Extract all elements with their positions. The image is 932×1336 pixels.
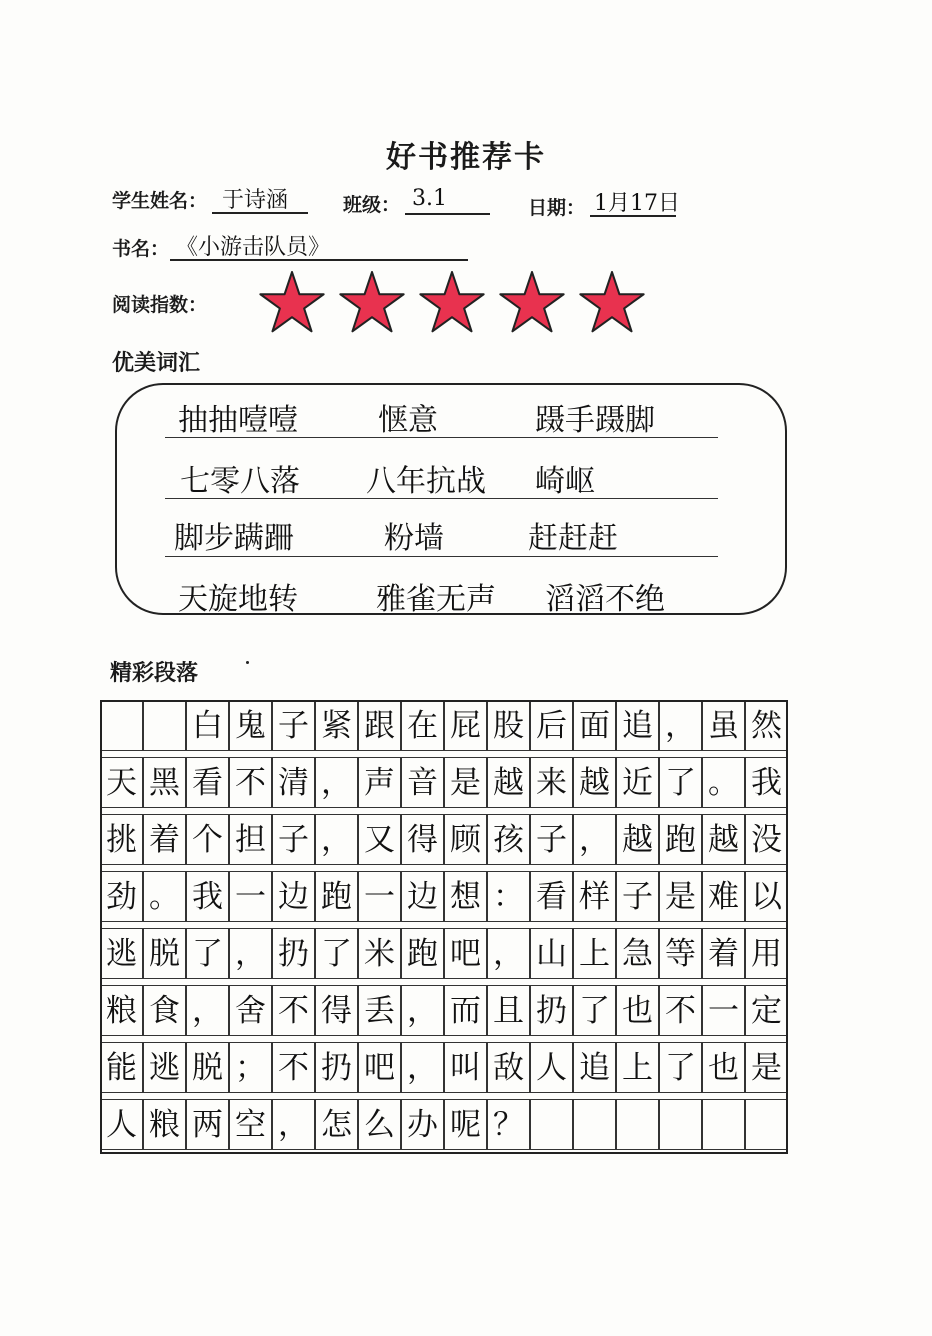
passage-cell — [573, 1099, 616, 1150]
vocabulary-word: 七零八落 — [180, 464, 300, 499]
passage-cell: 边 — [401, 871, 444, 922]
student-name-label: 学生姓名： — [112, 190, 208, 212]
passage-cell: 食 — [143, 985, 186, 1036]
passage-cell: ， — [573, 814, 616, 865]
passage-cell: 扔 — [315, 1042, 358, 1093]
passage-cell: 在 — [401, 700, 444, 751]
date-label: 日期： — [528, 197, 586, 219]
passage-cell: 近 — [616, 757, 659, 808]
passage-cell: 人 — [530, 1042, 573, 1093]
passage-cell: 吧 — [358, 1042, 401, 1093]
passage-cell: 山 — [530, 928, 573, 979]
passage-cell: 急 — [616, 928, 659, 979]
book-name-value: 《小游击队员》 — [176, 235, 331, 260]
passage-cell: 扔 — [530, 985, 573, 1036]
reading-index-stars — [258, 270, 658, 334]
vocabulary-word: 雅雀无声 — [376, 582, 496, 617]
passage-cell: 顾 — [444, 814, 487, 865]
passage-cell: 不 — [229, 757, 272, 808]
passage-cell: 跑 — [401, 928, 444, 979]
passage-cell: 敌 — [487, 1042, 530, 1093]
passage-cell: 清 — [272, 757, 315, 808]
passage-cell: 逃 — [143, 1042, 186, 1093]
passage-cell: 挑 — [100, 814, 143, 865]
passage-cell: 声 — [358, 757, 401, 808]
vocabulary-label: 优美词汇 — [112, 351, 201, 376]
passage-cell: 白 — [186, 700, 229, 751]
passage-cell: 粮 — [143, 1099, 186, 1150]
passage-cell: 个 — [186, 814, 229, 865]
passage-cell: 面 — [573, 700, 616, 751]
passage-cell: 上 — [573, 928, 616, 979]
passage-cell: 后 — [530, 700, 573, 751]
star-icon — [258, 270, 326, 334]
vocabulary-word: 赶赶赶 — [528, 521, 618, 556]
passage-cell: 了 — [659, 757, 702, 808]
book-name-line — [170, 259, 468, 261]
passage-cell: 得 — [401, 814, 444, 865]
passage-cell: 定 — [745, 985, 788, 1036]
passage-cell: 且 — [487, 985, 530, 1036]
passage-cell: ， — [487, 928, 530, 979]
passage-cell: 办 — [401, 1099, 444, 1150]
star-icon — [498, 270, 566, 334]
class-label: 班级： — [343, 194, 401, 216]
passage-cell: 能 — [100, 1042, 143, 1093]
star-icon — [338, 270, 406, 334]
passage-cell: 一 — [229, 871, 272, 922]
passage-cell: 得 — [315, 985, 358, 1036]
passage-cell: 又 — [358, 814, 401, 865]
passage-cell: 等 — [659, 928, 702, 979]
vocabulary-word: 八年抗战 — [366, 464, 486, 499]
book-name-label: 书名： — [112, 238, 170, 260]
passage-cell: 是 — [745, 1042, 788, 1093]
passage-cell — [616, 1099, 659, 1150]
passage-cell: 子 — [272, 700, 315, 751]
vocabulary-word: 脚步蹒跚 — [174, 521, 294, 556]
passage-cell: 空 — [229, 1099, 272, 1150]
passage-cell: 然 — [745, 700, 788, 751]
reading-index-label: 阅读指数： — [112, 294, 208, 316]
passage-cell: ； — [229, 1042, 272, 1093]
passage-cell: 股 — [487, 700, 530, 751]
passage-cell: 样 — [573, 871, 616, 922]
passage-cell: 也 — [702, 1042, 745, 1093]
passage-cell: 看 — [530, 871, 573, 922]
passage-cell: 担 — [229, 814, 272, 865]
passage-cell: 米 — [358, 928, 401, 979]
passage-cell: ， — [401, 1042, 444, 1093]
passage-cell: 跑 — [315, 871, 358, 922]
passage-cell: 一 — [702, 985, 745, 1036]
passage-cell: 着 — [702, 928, 745, 979]
passage-cell: 我 — [186, 871, 229, 922]
passage-cell: 脱 — [186, 1042, 229, 1093]
passage-cell: 了 — [659, 1042, 702, 1093]
passage-cell: 叫 — [444, 1042, 487, 1093]
vocabulary-word: 滔滔不绝 — [545, 582, 665, 617]
passage-cell: 越 — [702, 814, 745, 865]
vocabulary-word: 崎岖 — [535, 464, 595, 499]
passage-cell: 用 — [745, 928, 788, 979]
passage-cell: 了 — [573, 985, 616, 1036]
passage-cell: 着 — [143, 814, 186, 865]
ink-dot — [246, 661, 249, 664]
passage-cell: 追 — [616, 700, 659, 751]
vocabulary-word: 抽抽噎噎 — [178, 403, 298, 438]
passage-cell — [702, 1099, 745, 1150]
passage-cell: 越 — [616, 814, 659, 865]
passage-cell: 我 — [745, 757, 788, 808]
passage-cell: 是 — [444, 757, 487, 808]
passage-cell: 是 — [659, 871, 702, 922]
student-name-value: 于诗涵 — [222, 188, 289, 213]
passage-cell: 扔 — [272, 928, 315, 979]
passage-cell: 天 — [100, 757, 143, 808]
passage-cell: 黑 — [143, 757, 186, 808]
passage-cell: 子 — [530, 814, 573, 865]
passage-cell — [659, 1099, 702, 1150]
passage-cell: 不 — [272, 985, 315, 1036]
passage-cell: 舍 — [229, 985, 272, 1036]
passage-cell: 不 — [659, 985, 702, 1036]
passage-cell: ， — [186, 985, 229, 1036]
passage-cell: 想 — [444, 871, 487, 922]
passage-cell: 难 — [702, 871, 745, 922]
passage-cell: 丢 — [358, 985, 401, 1036]
passage-cell: 越 — [487, 757, 530, 808]
passage-cell: ， — [229, 928, 272, 979]
passage-cell: 呢 — [444, 1099, 487, 1150]
passage-cell: 追 — [573, 1042, 616, 1093]
passage-cell: 而 — [444, 985, 487, 1036]
date-value: 1月17日 — [594, 191, 680, 216]
passage-cell: 了 — [186, 928, 229, 979]
passage-label: 精彩段落 — [110, 661, 199, 686]
passage-cell: 劲 — [100, 871, 143, 922]
passage-cell: 一 — [358, 871, 401, 922]
vocabulary-word: 惬意 — [378, 403, 438, 438]
passage-cell: ， — [315, 757, 358, 808]
passage-cell: 越 — [573, 757, 616, 808]
student-name-line — [212, 212, 308, 214]
passage-cell: ， — [315, 814, 358, 865]
passage-cell: 子 — [272, 814, 315, 865]
passage-cell: 上 — [616, 1042, 659, 1093]
card-title: 好书推荐卡 — [386, 140, 546, 175]
vocabulary-word: 粉墙 — [384, 521, 444, 556]
class-value: 3.1 — [412, 186, 447, 211]
passage-cell: 屁 — [444, 700, 487, 751]
passage-cell: 虽 — [702, 700, 745, 751]
passage-cell: ： — [487, 871, 530, 922]
passage-cell: 人 — [100, 1099, 143, 1150]
passage-cell: 逃 — [100, 928, 143, 979]
passage-cell: 鬼 — [229, 700, 272, 751]
passage-cell: 以 — [745, 871, 788, 922]
passage-cell: 子 — [616, 871, 659, 922]
passage-cell: 了 — [315, 928, 358, 979]
passage-cell: 跟 — [358, 700, 401, 751]
passage-cell: 怎 — [315, 1099, 358, 1150]
vocabulary-word: 蹑手蹑脚 — [535, 403, 655, 438]
passage-cell — [745, 1099, 788, 1150]
passage-cell: ， — [272, 1099, 315, 1150]
passage-cell: 吧 — [444, 928, 487, 979]
passage-cell: 粮 — [100, 985, 143, 1036]
passage-cell: 边 — [272, 871, 315, 922]
passage-cell: 不 — [272, 1042, 315, 1093]
passage-cell — [530, 1099, 573, 1150]
class-line — [405, 213, 490, 215]
passage-cell: 也 — [616, 985, 659, 1036]
passage-cell: 来 — [530, 757, 573, 808]
passage-cell — [100, 700, 143, 751]
passage-cell: 跑 — [659, 814, 702, 865]
passage-cell: 。 — [143, 871, 186, 922]
passage-cell: 脱 — [143, 928, 186, 979]
passage-cell: 。 — [702, 757, 745, 808]
passage-cell: 音 — [401, 757, 444, 808]
passage-cell — [143, 700, 186, 751]
passage-cell: 两 — [186, 1099, 229, 1150]
passage-cell: 没 — [745, 814, 788, 865]
passage-cell: ？ — [487, 1099, 530, 1150]
passage-cell: 么 — [358, 1099, 401, 1150]
passage-cell: ， — [659, 700, 702, 751]
date-line — [590, 215, 676, 217]
passage-cell: ， — [401, 985, 444, 1036]
passage-cell: 孩 — [487, 814, 530, 865]
passage-cell: 紧 — [315, 700, 358, 751]
passage-cell: 看 — [186, 757, 229, 808]
star-icon — [418, 270, 486, 334]
star-icon — [578, 270, 646, 334]
vocabulary-word: 天旋地转 — [178, 582, 298, 617]
